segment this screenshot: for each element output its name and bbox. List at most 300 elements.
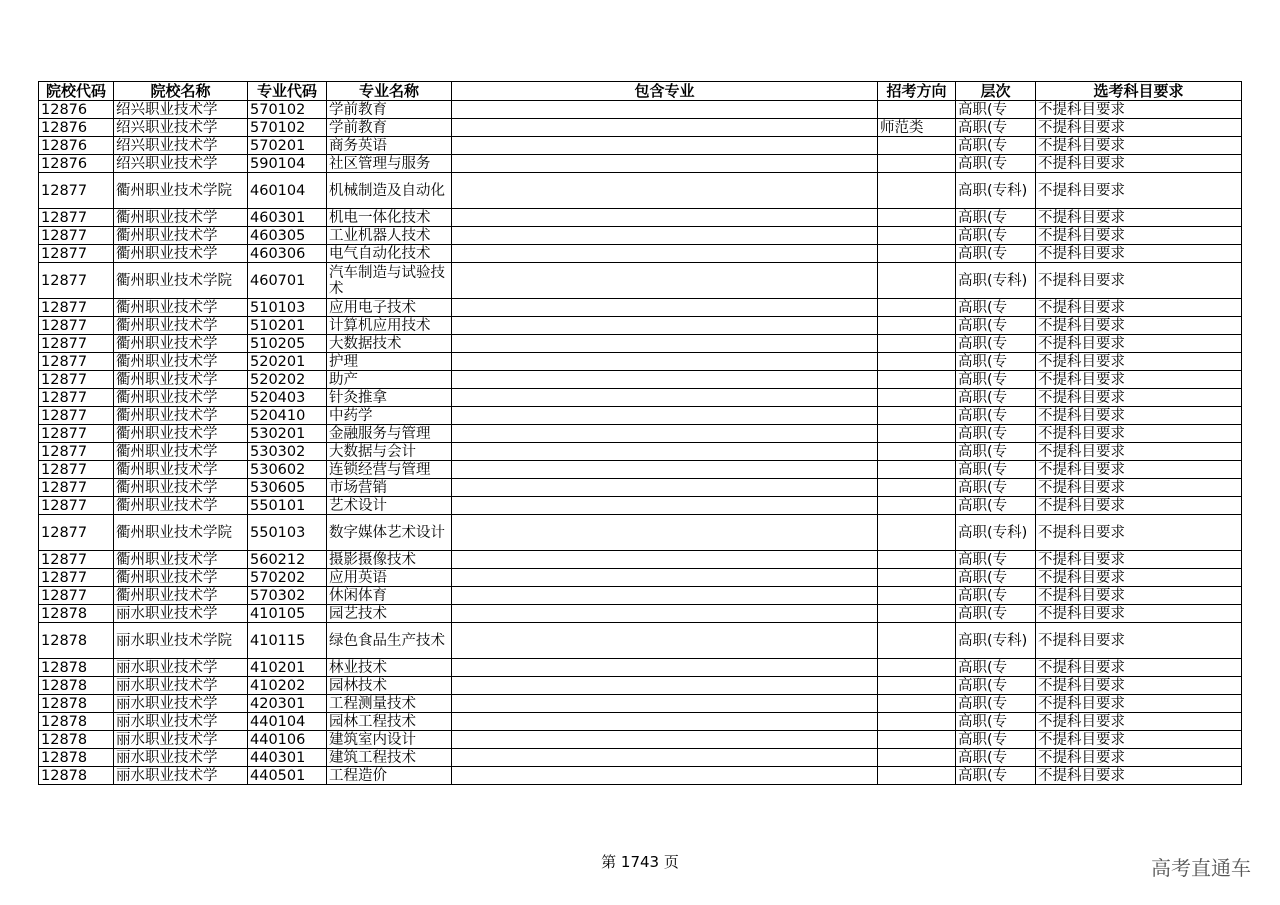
cell-direction [878,371,956,389]
cell-included-majors [452,605,878,623]
cell-subject-requirement: 不提科目要求 [1036,155,1242,173]
cell-school-code: 12877 [39,245,114,263]
cell-included-majors [452,659,878,677]
cell-school-name: 绍兴职业技术学 [114,155,248,173]
cell-subject-requirement: 不提科目要求 [1036,389,1242,407]
cell-level: 高职(专 [956,425,1036,443]
cell-subject-requirement: 不提科目要求 [1036,659,1242,677]
cell-level: 高职(专 [956,659,1036,677]
cell-school-name: 衢州职业技术学 [114,245,248,263]
cell-level: 高职(专 [956,713,1036,731]
cell-subject-requirement: 不提科目要求 [1036,173,1242,209]
table-row [39,479,1242,497]
table-row [39,659,1242,677]
cell-direction [878,407,956,425]
cell-direction [878,623,956,659]
cell-subject-requirement: 不提科目要求 [1036,335,1242,353]
cell-major-name: 市场营销 [327,479,452,497]
cell-level: 高职(专 [956,461,1036,479]
cell-included-majors [452,353,878,371]
cell-major-code: 550101 [248,497,327,515]
cell-major-code: 570302 [248,587,327,605]
cell-school-name: 丽水职业技术学院 [114,623,248,659]
table-row [39,227,1242,245]
cell-major-name: 园林工程技术 [327,713,452,731]
cell-subject-requirement: 不提科目要求 [1036,749,1242,767]
cell-school-code: 12877 [39,551,114,569]
cell-major-name: 连锁经营与管理 [327,461,452,479]
cell-direction [878,335,956,353]
cell-level: 高职(专 [956,695,1036,713]
cell-school-code: 12877 [39,425,114,443]
cell-direction [878,479,956,497]
cell-subject-requirement: 不提科目要求 [1036,299,1242,317]
cell-included-majors [452,587,878,605]
table-row [39,515,1242,551]
cell-included-majors [452,479,878,497]
cell-school-name: 衢州职业技术学院 [114,515,248,551]
cell-major-name: 金融服务与管理 [327,425,452,443]
table-row [39,767,1242,785]
table-row [39,371,1242,389]
cell-direction [878,695,956,713]
cell-school-name: 衢州职业技术学 [114,317,248,335]
cell-school-code: 12878 [39,749,114,767]
cell-included-majors [452,677,878,695]
cell-level: 高职(专 [956,497,1036,515]
cell-direction [878,587,956,605]
cell-major-name: 学前教育 [327,119,452,137]
cell-major-code: 460301 [248,209,327,227]
cell-major-name: 商务英语 [327,137,452,155]
cell-school-name: 衢州职业技术学 [114,227,248,245]
cell-major-code: 440104 [248,713,327,731]
table-row [39,389,1242,407]
cell-subject-requirement: 不提科目要求 [1036,227,1242,245]
cell-included-majors [452,209,878,227]
cell-level: 高职(专 [956,389,1036,407]
cell-direction [878,605,956,623]
table-row [39,101,1242,119]
table-row [39,299,1242,317]
cell-school-code: 12876 [39,137,114,155]
cell-school-name: 丽水职业技术学 [114,767,248,785]
cell-school-code: 12878 [39,731,114,749]
table-row [39,497,1242,515]
cell-included-majors [452,263,878,299]
cell-major-name: 园艺技术 [327,605,452,623]
cell-direction [878,245,956,263]
cell-school-code: 12876 [39,119,114,137]
cell-level: 高职(专 [956,443,1036,461]
cell-level: 高职(专 [956,677,1036,695]
cell-major-name: 社区管理与服务 [327,155,452,173]
header-school-name: 院校名称 [114,82,248,101]
cell-major-name: 建筑工程技术 [327,749,452,767]
cell-school-code: 12877 [39,461,114,479]
cell-major-code: 460305 [248,227,327,245]
table-row [39,317,1242,335]
cell-subject-requirement: 不提科目要求 [1036,677,1242,695]
cell-major-code: 420301 [248,695,327,713]
cell-subject-requirement: 不提科目要求 [1036,425,1242,443]
cell-level: 高职(专 [956,587,1036,605]
cell-subject-requirement: 不提科目要求 [1036,605,1242,623]
header-subject-requirement: 选考科目要求 [1036,82,1242,101]
cell-school-code: 12877 [39,317,114,335]
cell-school-code: 12877 [39,587,114,605]
cell-level: 高职(专科) [956,263,1036,299]
cell-school-code: 12877 [39,227,114,245]
cell-included-majors [452,155,878,173]
cell-level: 高职(专 [956,101,1036,119]
cell-major-name: 建筑室内设计 [327,731,452,749]
cell-major-code: 520201 [248,353,327,371]
cell-school-code: 12877 [39,479,114,497]
cell-school-name: 衢州职业技术学院 [114,263,248,299]
cell-school-name: 衢州职业技术学 [114,389,248,407]
cell-school-name: 丽水职业技术学 [114,713,248,731]
table-row [39,245,1242,263]
cell-direction [878,317,956,335]
cell-school-code: 12878 [39,695,114,713]
cell-included-majors [452,713,878,731]
cell-subject-requirement: 不提科目要求 [1036,695,1242,713]
cell-major-code: 530201 [248,425,327,443]
cell-direction [878,299,956,317]
cell-school-code: 12877 [39,371,114,389]
cell-level: 高职(专 [956,767,1036,785]
cell-major-name: 工业机器人技术 [327,227,452,245]
cell-major-name: 应用英语 [327,569,452,587]
cell-school-name: 衢州职业技术学 [114,425,248,443]
cell-level: 高职(专 [956,371,1036,389]
cell-major-code: 410105 [248,605,327,623]
admissions-table [38,81,1242,785]
cell-school-code: 12877 [39,497,114,515]
cell-direction [878,101,956,119]
cell-major-code: 410115 [248,623,327,659]
cell-included-majors [452,407,878,425]
cell-included-majors [452,731,878,749]
cell-major-name: 大数据与会计 [327,443,452,461]
cell-school-name: 丽水职业技术学 [114,677,248,695]
cell-school-code: 12878 [39,713,114,731]
cell-major-code: 550103 [248,515,327,551]
cell-subject-requirement: 不提科目要求 [1036,731,1242,749]
header-row [39,82,1242,101]
table-row [39,623,1242,659]
cell-major-name: 助产 [327,371,452,389]
table-row [39,749,1242,767]
cell-major-code: 570201 [248,137,327,155]
table-row [39,353,1242,371]
cell-direction [878,137,956,155]
cell-subject-requirement: 不提科目要求 [1036,407,1242,425]
table-row [39,605,1242,623]
table-row [39,335,1242,353]
cell-subject-requirement: 不提科目要求 [1036,443,1242,461]
cell-included-majors [452,389,878,407]
cell-school-name: 绍兴职业技术学 [114,137,248,155]
cell-major-code: 510103 [248,299,327,317]
cell-subject-requirement: 不提科目要求 [1036,713,1242,731]
header-school-code: 院校代码 [39,82,114,101]
cell-subject-requirement: 不提科目要求 [1036,569,1242,587]
cell-school-name: 衢州职业技术学 [114,353,248,371]
cell-school-code: 12876 [39,101,114,119]
cell-school-code: 12878 [39,659,114,677]
cell-level: 高职(专 [956,137,1036,155]
cell-level: 高职(专 [956,299,1036,317]
cell-level: 高职(专科) [956,173,1036,209]
cell-direction [878,173,956,209]
cell-major-code: 570102 [248,119,327,137]
cell-major-name: 针灸推拿 [327,389,452,407]
cell-included-majors [452,371,878,389]
cell-included-majors [452,551,878,569]
cell-school-name: 衢州职业技术学 [114,209,248,227]
page-number: 第 1743 页 [601,853,679,871]
cell-school-code: 12878 [39,605,114,623]
cell-major-name: 学前教育 [327,101,452,119]
header-direction: 招考方向 [878,82,956,101]
cell-major-name: 艺术设计 [327,497,452,515]
cell-included-majors [452,461,878,479]
cell-major-name: 摄影摄像技术 [327,551,452,569]
cell-direction [878,767,956,785]
table-row [39,443,1242,461]
header-major-code: 专业代码 [248,82,327,101]
cell-level: 高职(专 [956,551,1036,569]
cell-subject-requirement: 不提科目要求 [1036,209,1242,227]
cell-major-code: 460104 [248,173,327,209]
cell-major-name: 计算机应用技术 [327,317,452,335]
header-included-majors: 包含专业 [452,82,878,101]
cell-direction [878,497,956,515]
cell-level: 高职(专 [956,569,1036,587]
cell-included-majors [452,443,878,461]
table-row [39,155,1242,173]
cell-school-name: 绍兴职业技术学 [114,101,248,119]
cell-major-code: 570102 [248,101,327,119]
cell-school-code: 12876 [39,155,114,173]
cell-major-code: 440501 [248,767,327,785]
cell-major-code: 440106 [248,731,327,749]
cell-included-majors [452,569,878,587]
cell-level: 高职(专 [956,119,1036,137]
cell-subject-requirement: 不提科目要求 [1036,101,1242,119]
table-row [39,137,1242,155]
cell-major-name: 绿色食品生产技术 [327,623,452,659]
cell-school-code: 12877 [39,299,114,317]
cell-major-name: 应用电子技术 [327,299,452,317]
cell-level: 高职(专 [956,227,1036,245]
cell-major-name: 林业技术 [327,659,452,677]
cell-school-code: 12877 [39,209,114,227]
cell-school-code: 12878 [39,677,114,695]
cell-direction [878,353,956,371]
watermark-logo: 高考直通车 [1151,856,1251,880]
cell-direction [878,425,956,443]
cell-subject-requirement: 不提科目要求 [1036,767,1242,785]
cell-major-code: 530602 [248,461,327,479]
cell-school-name: 丽水职业技术学 [114,605,248,623]
cell-major-code: 510205 [248,335,327,353]
cell-direction [878,263,956,299]
cell-direction [878,227,956,245]
cell-level: 高职(专 [956,605,1036,623]
cell-subject-requirement: 不提科目要求 [1036,263,1242,299]
cell-direction [878,443,956,461]
cell-level: 高职(专 [956,317,1036,335]
cell-major-code: 520410 [248,407,327,425]
cell-major-code: 530605 [248,479,327,497]
table-row [39,677,1242,695]
cell-direction [878,731,956,749]
cell-school-name: 衢州职业技术学 [114,587,248,605]
cell-school-name: 衢州职业技术学 [114,299,248,317]
cell-level: 高职(专科) [956,515,1036,551]
cell-school-code: 12878 [39,767,114,785]
cell-included-majors [452,497,878,515]
cell-included-majors [452,695,878,713]
cell-school-code: 12877 [39,389,114,407]
cell-school-name: 衢州职业技术学 [114,551,248,569]
cell-direction [878,551,956,569]
cell-major-code: 530302 [248,443,327,461]
cell-major-name: 机电一体化技术 [327,209,452,227]
table-row [39,263,1242,299]
cell-direction [878,209,956,227]
cell-included-majors [452,173,878,209]
cell-major-code: 520403 [248,389,327,407]
cell-major-name: 工程造价 [327,767,452,785]
cell-included-majors [452,425,878,443]
cell-included-majors [452,749,878,767]
cell-direction [878,515,956,551]
cell-level: 高职(专科) [956,623,1036,659]
cell-major-code: 460701 [248,263,327,299]
cell-major-code: 590104 [248,155,327,173]
table-row [39,713,1242,731]
table-row [39,173,1242,209]
cell-school-name: 衢州职业技术学 [114,569,248,587]
cell-subject-requirement: 不提科目要求 [1036,623,1242,659]
cell-major-name: 休闲体育 [327,587,452,605]
cell-subject-requirement: 不提科目要求 [1036,479,1242,497]
cell-included-majors [452,101,878,119]
cell-included-majors [452,227,878,245]
table-row [39,425,1242,443]
cell-major-code: 460306 [248,245,327,263]
cell-school-code: 12877 [39,263,114,299]
cell-direction [878,659,956,677]
cell-school-code: 12878 [39,623,114,659]
cell-major-code: 410201 [248,659,327,677]
cell-direction [878,713,956,731]
cell-major-name: 大数据技术 [327,335,452,353]
cell-school-name: 衢州职业技术学 [114,407,248,425]
cell-direction: 师范类 [878,119,956,137]
cell-level: 高职(专 [956,479,1036,497]
cell-direction [878,389,956,407]
cell-level: 高职(专 [956,353,1036,371]
cell-major-code: 570202 [248,569,327,587]
cell-included-majors [452,767,878,785]
cell-included-majors [452,623,878,659]
cell-major-name: 中药学 [327,407,452,425]
cell-school-name: 丽水职业技术学 [114,731,248,749]
cell-major-name: 机械制造及自动化 [327,173,452,209]
cell-subject-requirement: 不提科目要求 [1036,353,1242,371]
cell-major-code: 520202 [248,371,327,389]
cell-direction [878,155,956,173]
cell-school-name: 衢州职业技术学 [114,443,248,461]
cell-school-name: 衢州职业技术学 [114,371,248,389]
table-body [39,101,1242,785]
cell-level: 高职(专 [956,749,1036,767]
cell-school-name: 丽水职业技术学 [114,659,248,677]
cell-subject-requirement: 不提科目要求 [1036,371,1242,389]
cell-included-majors [452,299,878,317]
cell-major-name: 汽车制造与试验技术 [327,263,452,299]
cell-school-code: 12877 [39,443,114,461]
cell-subject-requirement: 不提科目要求 [1036,497,1242,515]
cell-school-name: 衢州职业技术学 [114,461,248,479]
cell-included-majors [452,317,878,335]
header-level: 层次 [956,82,1036,101]
table-row [39,695,1242,713]
cell-level: 高职(专 [956,335,1036,353]
table-row [39,461,1242,479]
table-row [39,407,1242,425]
cell-subject-requirement: 不提科目要求 [1036,515,1242,551]
cell-major-code: 440301 [248,749,327,767]
header-major-name: 专业名称 [327,82,452,101]
cell-subject-requirement: 不提科目要求 [1036,245,1242,263]
table-row [39,119,1242,137]
cell-included-majors [452,335,878,353]
cell-direction [878,569,956,587]
cell-major-name: 工程测量技术 [327,695,452,713]
cell-school-name: 衢州职业技术学 [114,497,248,515]
cell-included-majors [452,119,878,137]
table-row [39,551,1242,569]
cell-school-name: 丽水职业技术学 [114,749,248,767]
cell-major-name: 园林技术 [327,677,452,695]
cell-subject-requirement: 不提科目要求 [1036,317,1242,335]
cell-school-code: 12877 [39,173,114,209]
cell-school-name: 衢州职业技术学院 [114,173,248,209]
cell-subject-requirement: 不提科目要求 [1036,587,1242,605]
cell-school-name: 丽水职业技术学 [114,695,248,713]
cell-subject-requirement: 不提科目要求 [1036,137,1242,155]
cell-school-name: 衢州职业技术学 [114,479,248,497]
table-row [39,569,1242,587]
cell-major-name: 数字媒体艺术设计 [327,515,452,551]
cell-subject-requirement: 不提科目要求 [1036,461,1242,479]
cell-subject-requirement: 不提科目要求 [1036,119,1242,137]
cell-major-name: 护理 [327,353,452,371]
cell-direction [878,677,956,695]
cell-school-code: 12877 [39,515,114,551]
cell-direction [878,749,956,767]
table-row [39,731,1242,749]
cell-major-name: 电气自动化技术 [327,245,452,263]
cell-included-majors [452,137,878,155]
cell-direction [878,461,956,479]
